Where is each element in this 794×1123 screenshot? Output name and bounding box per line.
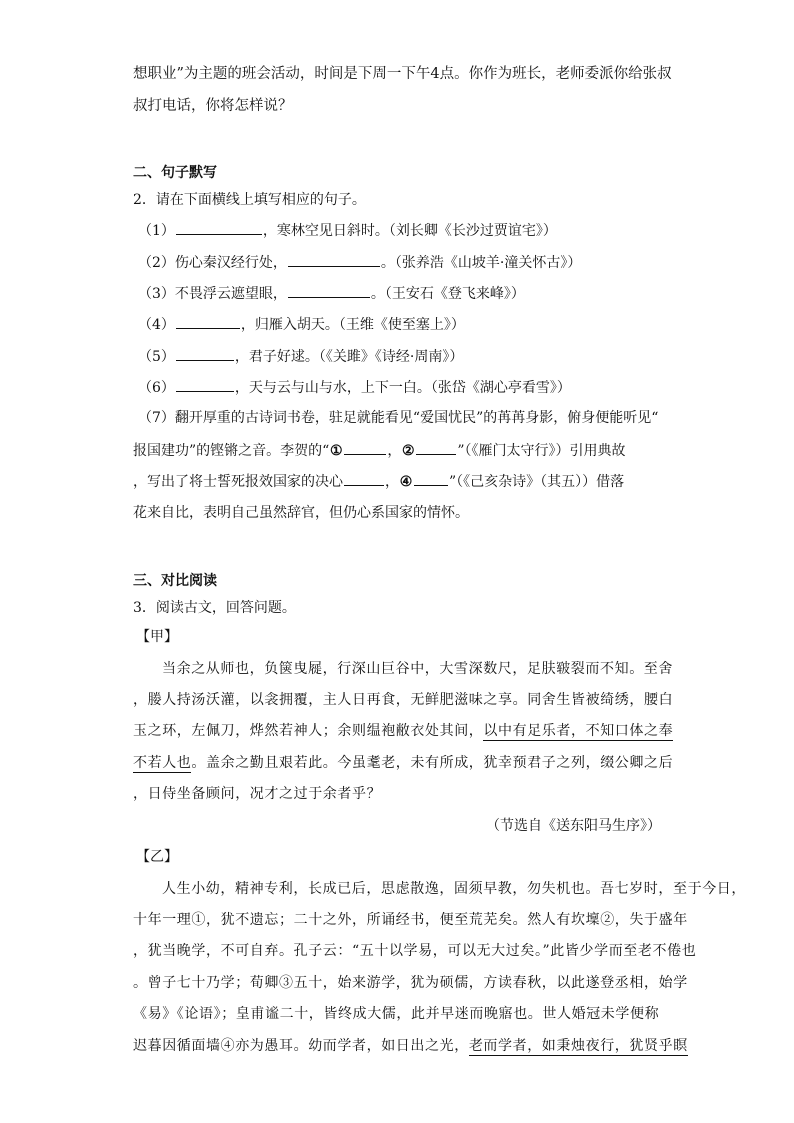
passage-jia-line-1: 当余之从师也，负箧曳屣，行深山巨谷中，大雪深数尺，足肤皲裂而不知。至舍 bbox=[162, 661, 673, 677]
passage-jia-line-4: 不若人也。盖余之勤且艰若此。今虽耄老，未有所成，犹幸预君子之列，缀公卿之后 bbox=[133, 755, 674, 771]
answer-blank[interactable] bbox=[344, 440, 386, 455]
passage-yi-line-5: 《易》《论语》；皇甫谧二十，皆终成大儒，此并早迷而晚寤也。世人婚冠未学便称 bbox=[133, 1006, 660, 1022]
passage-yi-line-6: 迟暮因循面墙④亦为愚耳。幼而学者，如日出之光，老而学者，如秉烛夜行，犹贤乎瞑 bbox=[133, 1038, 688, 1054]
section2-question: 2．请在下面横线上填写相应的句子。 bbox=[133, 192, 366, 208]
intro-line-2: 叔打电话，你将怎样说？ bbox=[133, 98, 293, 114]
underlined-phrase: 不若人也 bbox=[133, 755, 192, 771]
fill-item-7-line-1: （7）翻开厚重的古诗词书卷，驻足就能看见“爱国忧民”的苒苒身影，俯身便能听见“ bbox=[138, 410, 659, 426]
answer-blank[interactable] bbox=[414, 471, 448, 486]
answer-blank[interactable] bbox=[416, 440, 456, 455]
answer-blank[interactable] bbox=[344, 471, 384, 486]
fill-item-7-line-3: ，写出了将士誓死报效国家的决心 ，④ ”（《己亥杂诗》（其五））借落 bbox=[133, 471, 624, 492]
passage-jia-line-3: 玉之环，左佩刀，烨然若神人；余则缊袍敝衣处其间，以中有足乐者，不知口体之奉 bbox=[133, 723, 674, 739]
passage-yi-line-1: 人生小幼，精神专利，长成已后，思虑散逸，固须早教，勿失机也。吾七岁时，至于今日， bbox=[162, 881, 746, 897]
fill-item-3: （3）不畏浮云遮望眼， 。（王安石《登飞来峰》） bbox=[138, 283, 525, 304]
passage-yi-line-4: 。曾子七十乃学；荀卿③五十，始来游学，犹为硕儒，方读春秋，以此遂登丞相，始学 bbox=[133, 975, 688, 991]
passage-jia-line-2: ，媵人持汤沃灌，以衾拥覆，主人日再食，无鲜肥滋味之享。同舍生皆被绮绣，腰白 bbox=[133, 692, 674, 708]
section3-heading: 三、对比阅读 bbox=[133, 573, 217, 589]
fill-item-4: （4） ，归雁入胡天。（王维《使至塞上》） bbox=[138, 314, 465, 335]
answer-blank[interactable] bbox=[288, 283, 370, 298]
passage-yi-label: 【乙】 bbox=[136, 849, 178, 865]
marker-4: ④ bbox=[399, 474, 413, 490]
intro-line-1: 想职业”为主题的班会活动，时间是下周一下午4点。你作为班长，老师委派你给张叔 bbox=[133, 66, 672, 82]
passage-yi-line-2: 十年一理①，犹不遗忘；二十之外，所诵经书，便至荒芜矣。然人有坎壈②，失于盛年 bbox=[133, 912, 688, 928]
passage-jia-line-5: ，日侍坐备顾问，况才之过于余者乎？ bbox=[133, 786, 382, 802]
passage-jia-source: （节选自《送东阳马生序》） bbox=[486, 818, 661, 834]
fill-item-7-line-2: 报国建功”的铿锵之音。李贺的“① ，② ”（《雁门太守行》）引用典故 bbox=[133, 440, 626, 461]
answer-blank[interactable] bbox=[176, 220, 262, 235]
section3-question: 3．阅读古文，回答问题。 bbox=[133, 600, 296, 616]
section2-heading: 二、句子默写 bbox=[133, 165, 217, 181]
marker-1: ① bbox=[330, 443, 343, 459]
answer-blank[interactable] bbox=[176, 314, 240, 329]
marker-2: ② bbox=[402, 443, 415, 459]
passage-yi-line-3: ，犹当晚学，不可自弃。孔子云：“五十以学易，可以无大过矣。”此皆少学而至老不倦也 bbox=[133, 943, 697, 959]
answer-blank[interactable] bbox=[288, 252, 380, 267]
answer-blank[interactable] bbox=[176, 377, 234, 392]
passage-jia-label: 【甲】 bbox=[136, 629, 178, 645]
underlined-phrase: 老而学者，如秉烛夜行，犹贤乎瞑 bbox=[468, 1038, 688, 1054]
fill-item-6: （6） ，天与云与山与水，上下一白。（张岱《湖心亭看雪》） bbox=[138, 377, 571, 398]
fill-item-1: （1） ，寒林空见日斜时。（刘长卿《长沙过贾谊宅》） bbox=[138, 220, 557, 241]
fill-item-5: （5） ，君子好逑。（《关雎》《诗经·周南》） bbox=[138, 346, 463, 367]
answer-blank[interactable] bbox=[176, 346, 234, 361]
fill-item-2: （2）伤心秦汉经行处， 。（张养浩《山坡羊·潼关怀古》） bbox=[138, 252, 581, 273]
fill-item-7-line-4: 花来自比，表明自己虽然辞官，但仍心系国家的情怀。 bbox=[133, 505, 469, 521]
underlined-phrase: 以中有足乐者，不知口体之奉 bbox=[483, 723, 674, 739]
